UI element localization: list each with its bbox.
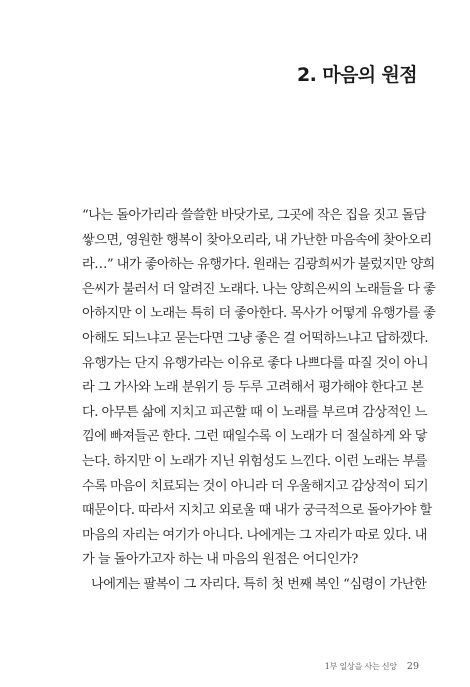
text-line: 수록 마음이 치료되는 것이 아니라 더 우울해지고 감상적이 되기	[82, 478, 429, 494]
page-footer	[325, 654, 419, 673]
text-line-paragraph-start: 나에게는 팔복이 그 자리다. 특히 첫 번째 복인 “심령이 가난한	[91, 576, 427, 592]
text-line: 라…” 내가 좋아하는 유행가다. 원래는 김광희씨가 불렀지만 양희	[82, 257, 435, 273]
page-number: 29	[406, 661, 419, 672]
text-line: 유행가는 단지 유행가라는 이유로 좋다 나쁘다를 따질 것이 아니	[82, 355, 429, 371]
text-line: 때문이다. 따라서 지치고 외로울 때 내가 궁극적으로 돌아가야 할	[82, 503, 432, 519]
text-line: 아하지만 이 노래는 특히 더 좋아한다. 목사가 어떻게 유행가를 좋	[82, 306, 436, 322]
text-line: 은씨가 불러서 더 알려진 노래다. 나는 양희은씨의 노래들을 다 좋	[82, 281, 436, 297]
text-line: 아해도 되느냐고 묻는다면 그냥 좋은 걸 어떡하느냐고 답하겠다.	[82, 330, 429, 346]
text-line: 라 그 가사와 노래 분위기 등 두루 고려해서 평가해야 한다고 본	[82, 380, 424, 396]
text-line: 는다. 하지만 이 노래가 지닌 위험성도 느낀다. 이런 노래는 부를	[82, 453, 427, 469]
text-line: 낌에 빠져들곤 한다. 그런 때일수록 이 노래가 더 절실하게 와 닿	[82, 429, 427, 445]
chapter-title: 2. 마음의 원점	[296, 64, 417, 86]
body-text	[82, 204, 436, 598]
text-line: 쌓으면, 영원한 행복이 찾아오리라, 내 가난한 마음속에 찾아오리	[82, 232, 432, 248]
text-line: 다. 아무튼 삶에 지치고 피곤할 때 이 노래를 부르며 감상적인 느	[82, 404, 427, 420]
text-line: “나는 돌아가리라 쓸쓸한 바닷가로, 그곳에 작은 집을 짓고 돌담	[82, 208, 426, 223]
running-head: 1부 일상을 사는 신앙	[324, 662, 397, 671]
text-line: 마음의 자리는 여기가 아니다. 나에게는 그 자리가 따로 있다. 내	[82, 527, 427, 543]
text-line: 가 늘 돌아가고자 하는 내 마음의 원점은 어디인가?	[82, 552, 358, 568]
